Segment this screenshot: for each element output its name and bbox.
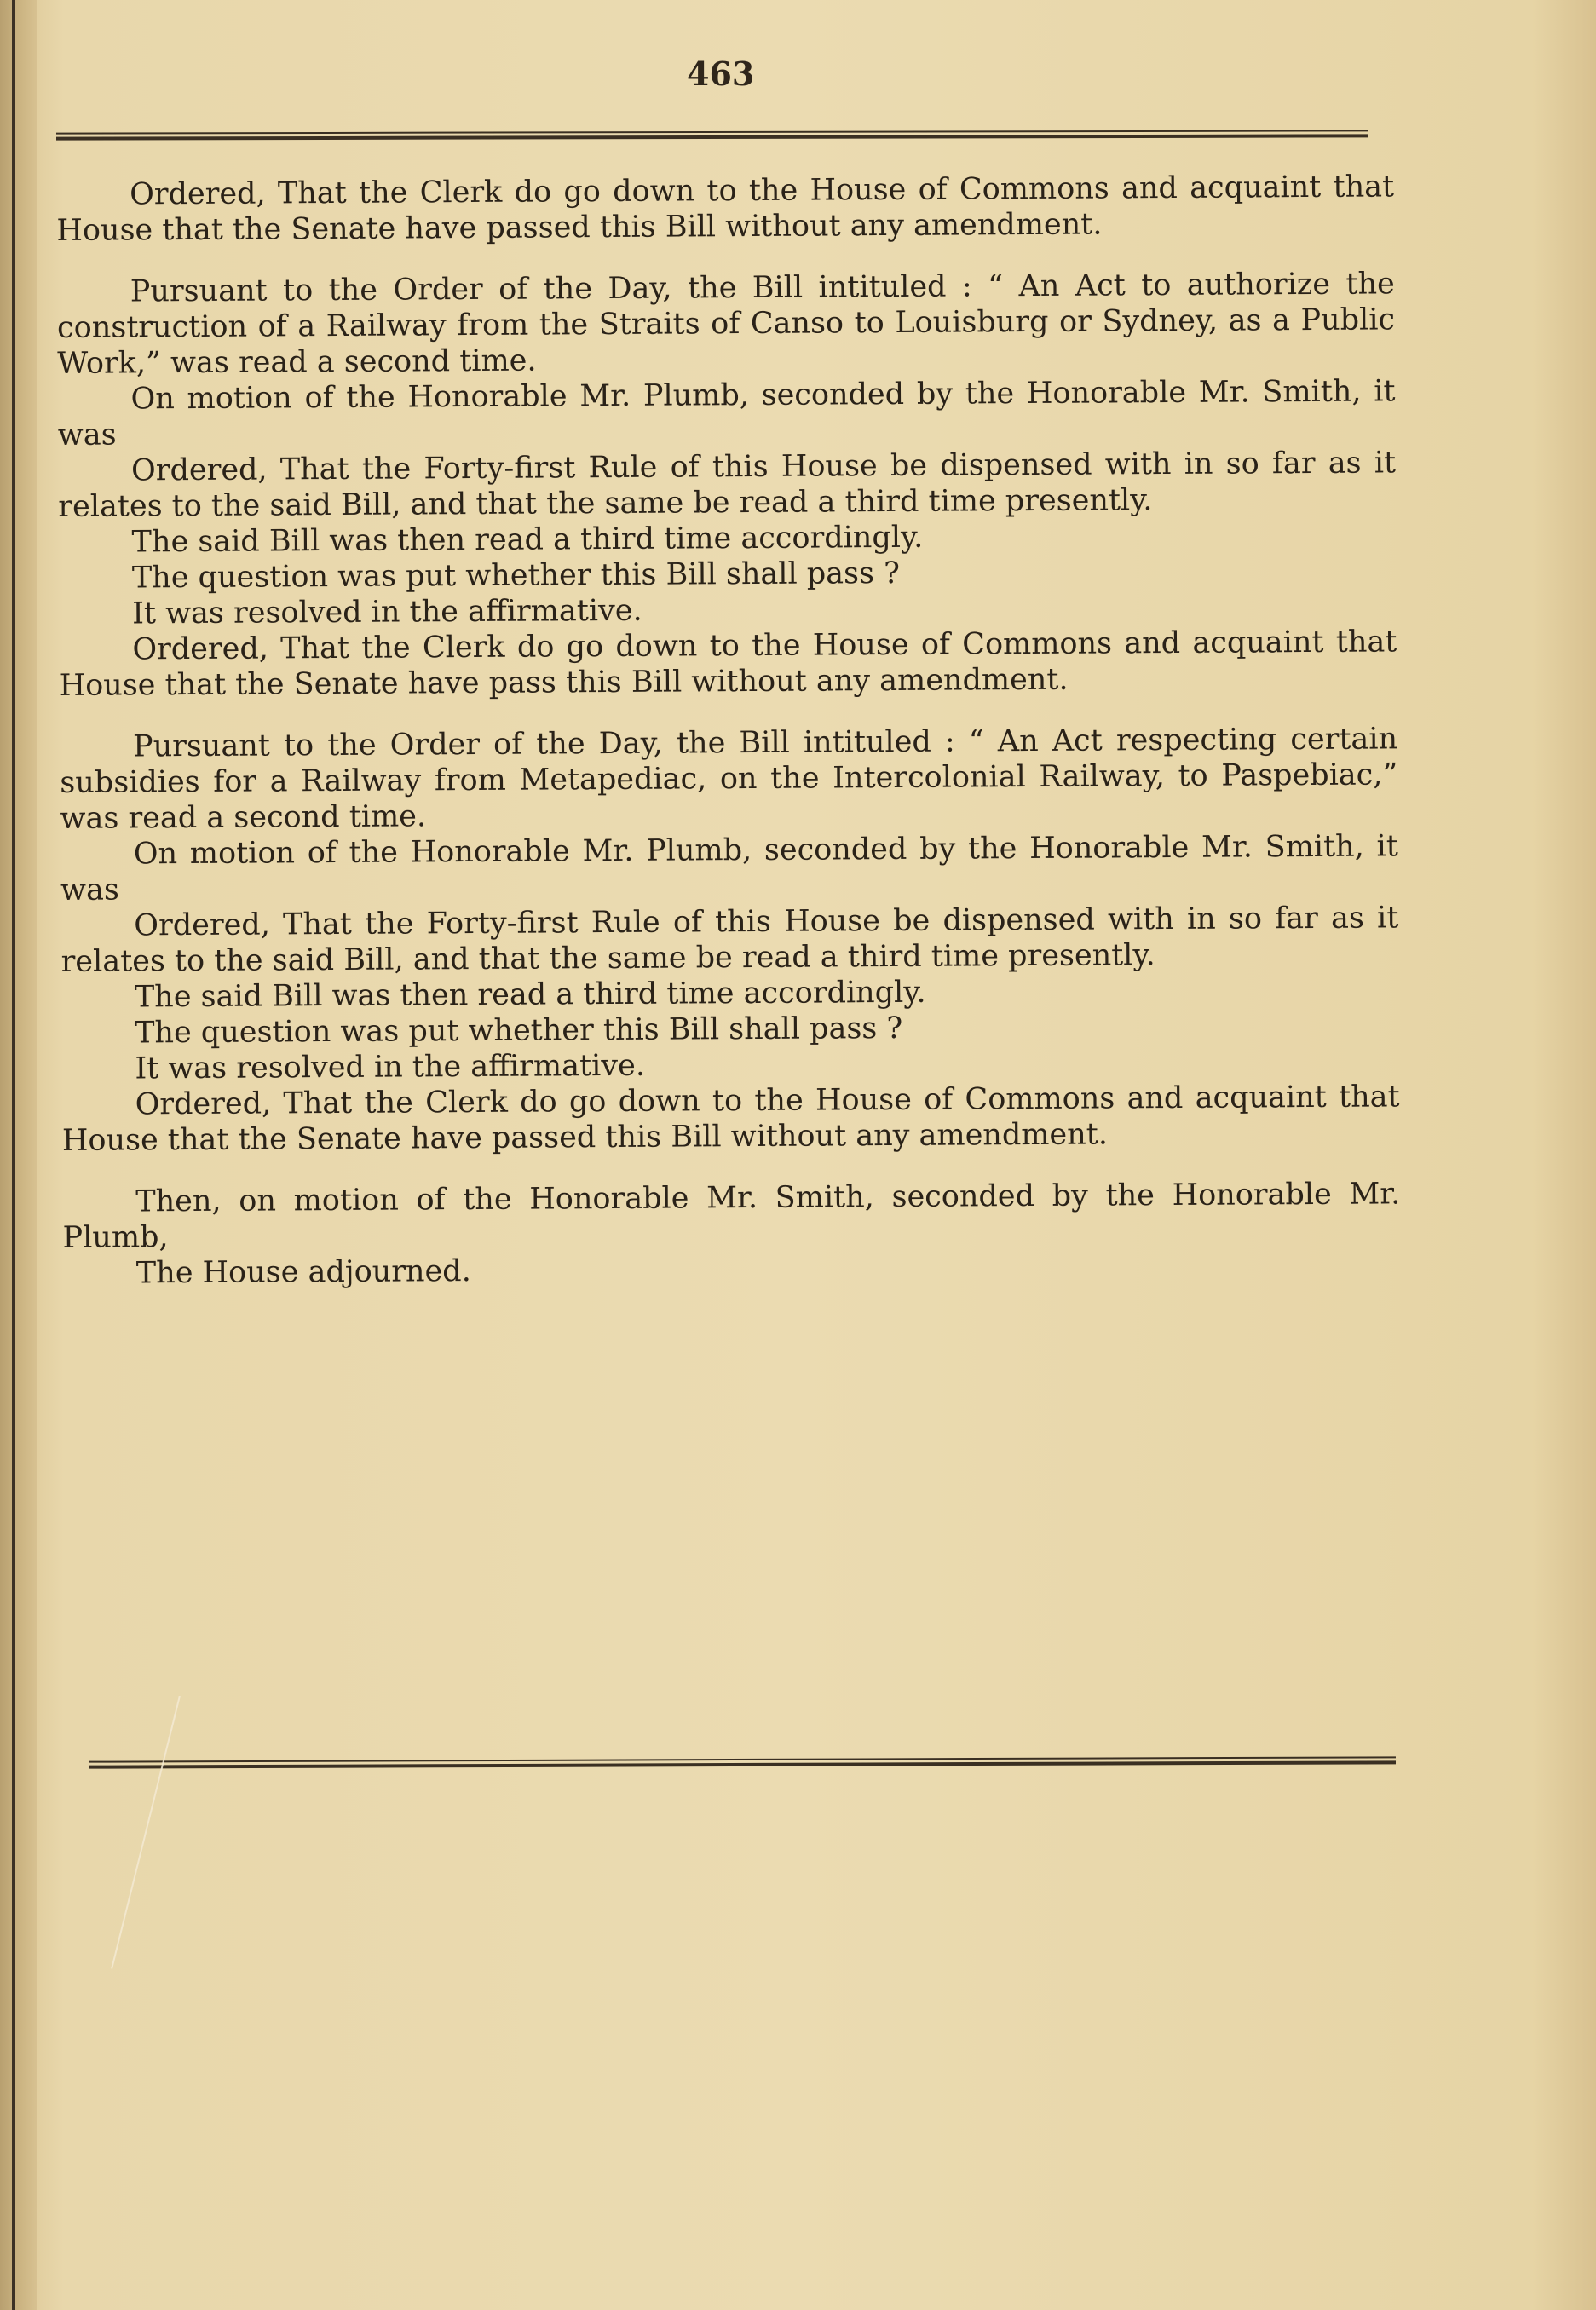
journal-text-body	[56, 169, 1401, 1292]
text-paragraph: The said Bill was then read a third time accordingly.	[131, 520, 924, 560]
header-double-rule	[56, 130, 1368, 140]
text-paragraph: Pursuant to the Order of the Day, the Bill intituled : “ An Act respecting certain subsidies for a Railway from Metapediac, on the Intercolonial Railway, to Paspebiac,” was read a second time.	[60, 722, 1398, 836]
book-spine	[0, 0, 37, 2310]
text-paragraph: It was resolved in the affirmative.	[135, 1048, 646, 1086]
footer-double-rule	[89, 1756, 1396, 1768]
text-paragraph: Ordered, That the Clerk do go down to the House of Commons and acquaint that House that the Senate have passed this Bill without any amendment.	[56, 170, 1395, 248]
text-paragraph: The said Bill was then read a third time accordingly.	[134, 975, 926, 1015]
text-paragraph: The House adjourned.	[135, 1254, 471, 1291]
text-paragraph: Ordered, That the Forty-first Rule of this House be dispensed with in so far as it relates to the said Bill, and that the same be read a third time presently.	[58, 446, 1397, 524]
text-paragraph: Ordered, That the Clerk do go down to the House of Commons and acquaint that House that the Senate have pass this Bill without any amendment.	[59, 625, 1397, 703]
text-paragraph: Ordered, That the Clerk do go down to the House of Commons and acquaint that House that the Senate have passed this Bill without any amendment.	[61, 1080, 1400, 1158]
text-paragraph: The question was put whether this Bill shall pass ?	[131, 556, 901, 596]
text-paragraph: Pursuant to the Order of the Day, the Bill intituled : “ An Act to authorize the construction of a Railway from the Straits of Canso to Louisburg or Sydney, as a Public Work,” was read a second time.	[56, 267, 1396, 381]
page-number: 463	[687, 55, 755, 93]
text-paragraph: Then, on motion of the Honorable Mr. Smith, seconded by the Honorable Mr. Plumb,	[62, 1177, 1401, 1255]
text-paragraph: It was resolved in the affirmative.	[132, 593, 642, 631]
text-paragraph: The question was put whether this Bill shall pass ?	[135, 1011, 903, 1051]
paper-fiber-mark	[111, 1696, 181, 1969]
text-paragraph: Ordered, That the Forty-first Rule of this House be dispensed with in so far as it relates to the said Bill, and that the same be read a third time presently.	[60, 901, 1399, 979]
text-paragraph: On motion of the Honorable Mr. Plumb, seconded by the Honorable Mr. Smith, it was	[57, 374, 1396, 452]
text-paragraph: On motion of the Honorable Mr. Plumb, seconded by the Honorable Mr. Smith, it was	[60, 829, 1398, 907]
spine-edge-line	[12, 0, 15, 2310]
